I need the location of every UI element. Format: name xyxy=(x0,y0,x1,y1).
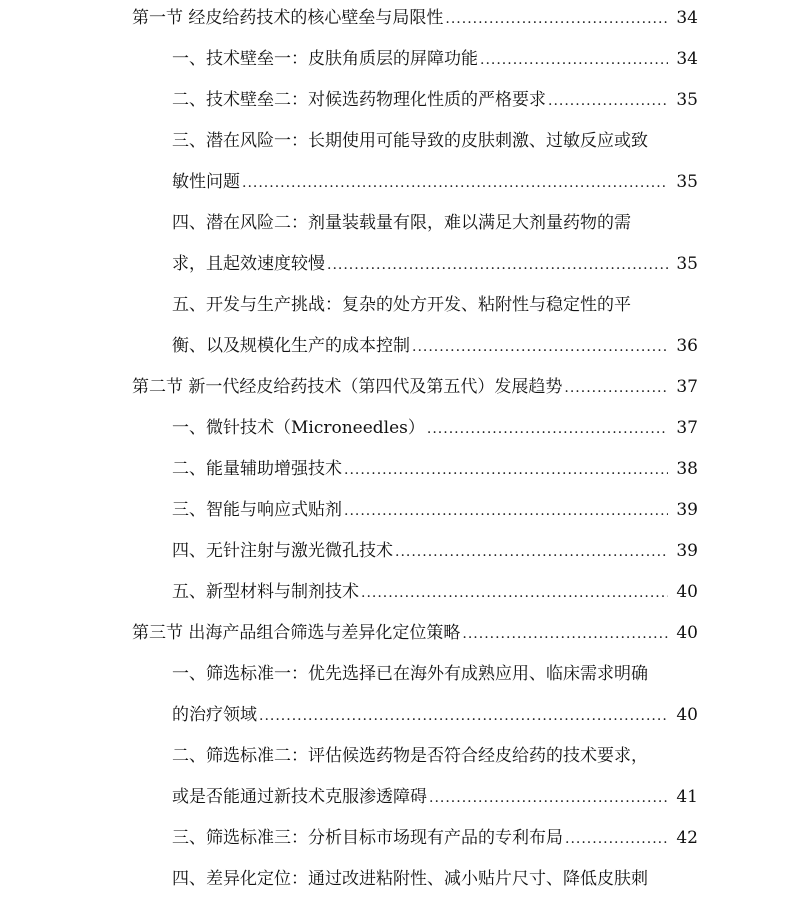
toc-page-number: 40 xyxy=(676,582,698,602)
dot-leader xyxy=(462,620,668,648)
dot-leader xyxy=(429,784,668,812)
toc-entry-title: 第二节 新一代经皮给药技术（第四代及第五代）发展趋势 xyxy=(132,377,563,397)
dot-leader xyxy=(427,415,668,443)
dot-leader xyxy=(259,702,668,730)
toc-page-number: 37 xyxy=(676,418,698,438)
dot-leader xyxy=(344,456,668,484)
dot-leader xyxy=(327,251,668,279)
dot-leader xyxy=(242,169,668,197)
toc-entry-title: 五、开发与生产挑战：复杂的处方开发、粘附性与稳定性的平 xyxy=(172,295,631,315)
toc-page-number: 37 xyxy=(676,377,698,397)
toc-entry-wrapped[interactable] xyxy=(172,291,693,319)
toc-entry-title: 三、智能与响应式贴剂 xyxy=(172,500,342,520)
toc-page-number: 35 xyxy=(676,172,698,192)
toc-entry-title: 一、筛选标准一：优先选择已在海外有成熟应用、临床需求明确 xyxy=(172,664,648,684)
toc-entry[interactable] xyxy=(172,537,698,565)
toc-page-number: 39 xyxy=(676,541,698,561)
dot-leader xyxy=(445,5,668,33)
toc-entry-title: 五、新型材料与制剂技术 xyxy=(172,582,359,602)
dot-leader xyxy=(395,538,668,566)
toc-entry-title: 三、潜在风险一：长期使用可能导致的皮肤刺激、过敏反应或致 xyxy=(172,131,648,151)
toc-entry-wrapped[interactable] xyxy=(172,127,693,155)
dot-leader xyxy=(565,825,668,853)
toc-entry[interactable] xyxy=(172,455,698,483)
toc-entry-title: 求，且起效速度较慢 xyxy=(172,254,325,274)
dot-leader xyxy=(412,333,668,361)
dot-leader xyxy=(548,87,668,115)
toc-entry-continuation[interactable] xyxy=(172,332,698,360)
dot-leader xyxy=(361,579,668,607)
toc-entry-title: 第一节 经皮给药技术的核心壁垒与局限性 xyxy=(132,8,444,28)
toc-entry-title: 的治疗领域 xyxy=(172,705,257,725)
toc-entry-continuation[interactable] xyxy=(172,783,698,811)
toc-entry-wrapped[interactable] xyxy=(172,660,693,688)
toc-section-1[interactable] xyxy=(132,4,698,32)
toc-page-number: 34 xyxy=(676,8,698,28)
toc-entry-continuation[interactable] xyxy=(172,250,698,278)
toc-entry-title: 二、技术壁垒二：对候选药物理化性质的严格要求 xyxy=(172,90,546,110)
toc-entry[interactable] xyxy=(172,86,698,114)
toc-page-number: 40 xyxy=(676,623,698,643)
toc-entry-title: 四、差异化定位：通过改进粘附性、减小贴片尺寸、降低皮肤刺 xyxy=(172,869,648,889)
toc-entry-title: 一、技术壁垒一：皮肤角质层的屏障功能 xyxy=(172,49,478,69)
toc-entry[interactable] xyxy=(172,414,698,442)
dot-leader xyxy=(344,497,668,525)
dot-leader xyxy=(564,374,668,402)
toc-section-2[interactable] xyxy=(132,373,698,401)
toc-entry-wrapped[interactable] xyxy=(172,742,693,770)
toc-entry-title: 三、筛选标准三：分析目标市场现有产品的专利布局 xyxy=(172,828,563,848)
toc-entry-title: 四、无针注射与激光微孔技术 xyxy=(172,541,393,561)
toc-entry-title: 衡、以及规模化生产的成本控制 xyxy=(172,336,410,356)
toc-page-number: 41 xyxy=(676,787,698,807)
toc-entry-title: 四、潜在风险二：剂量装载量有限，难以满足大剂量药物的需 xyxy=(172,213,631,233)
toc-page-number: 36 xyxy=(676,336,698,356)
toc-page-number: 35 xyxy=(676,90,698,110)
toc-entry[interactable] xyxy=(172,45,698,73)
toc-section-3[interactable] xyxy=(132,619,698,647)
toc-entry-wrapped[interactable] xyxy=(172,865,693,893)
toc-page-number: 34 xyxy=(676,49,698,69)
toc-entry-continuation[interactable] xyxy=(172,701,698,729)
toc-entry-title: 一、微针技术（Microneedles） xyxy=(172,418,425,438)
toc-entry-title: 或是否能通过新技术克服渗透障碍 xyxy=(172,787,427,807)
toc-entry[interactable] xyxy=(172,824,698,852)
toc-entry-title: 敏性问题 xyxy=(172,172,240,192)
toc-entry[interactable] xyxy=(172,496,698,524)
toc-entry-wrapped[interactable] xyxy=(172,209,693,237)
dot-leader xyxy=(480,46,668,74)
toc-page-number: 38 xyxy=(676,459,698,479)
toc-entry-continuation[interactable] xyxy=(172,168,698,196)
toc-page-number: 42 xyxy=(676,828,698,848)
toc-entry-title: 二、能量辅助增强技术 xyxy=(172,459,342,479)
toc-page-number: 40 xyxy=(676,705,698,725)
toc-page-number: 35 xyxy=(676,254,698,274)
toc-entry-title: 第三节 出海产品组合筛选与差异化定位策略 xyxy=(132,623,461,643)
toc-page-number: 39 xyxy=(676,500,698,520)
toc-entry[interactable] xyxy=(172,578,698,606)
toc-entry-title: 二、筛选标准二：评估候选药物是否符合经皮给药的技术要求， xyxy=(172,746,648,766)
